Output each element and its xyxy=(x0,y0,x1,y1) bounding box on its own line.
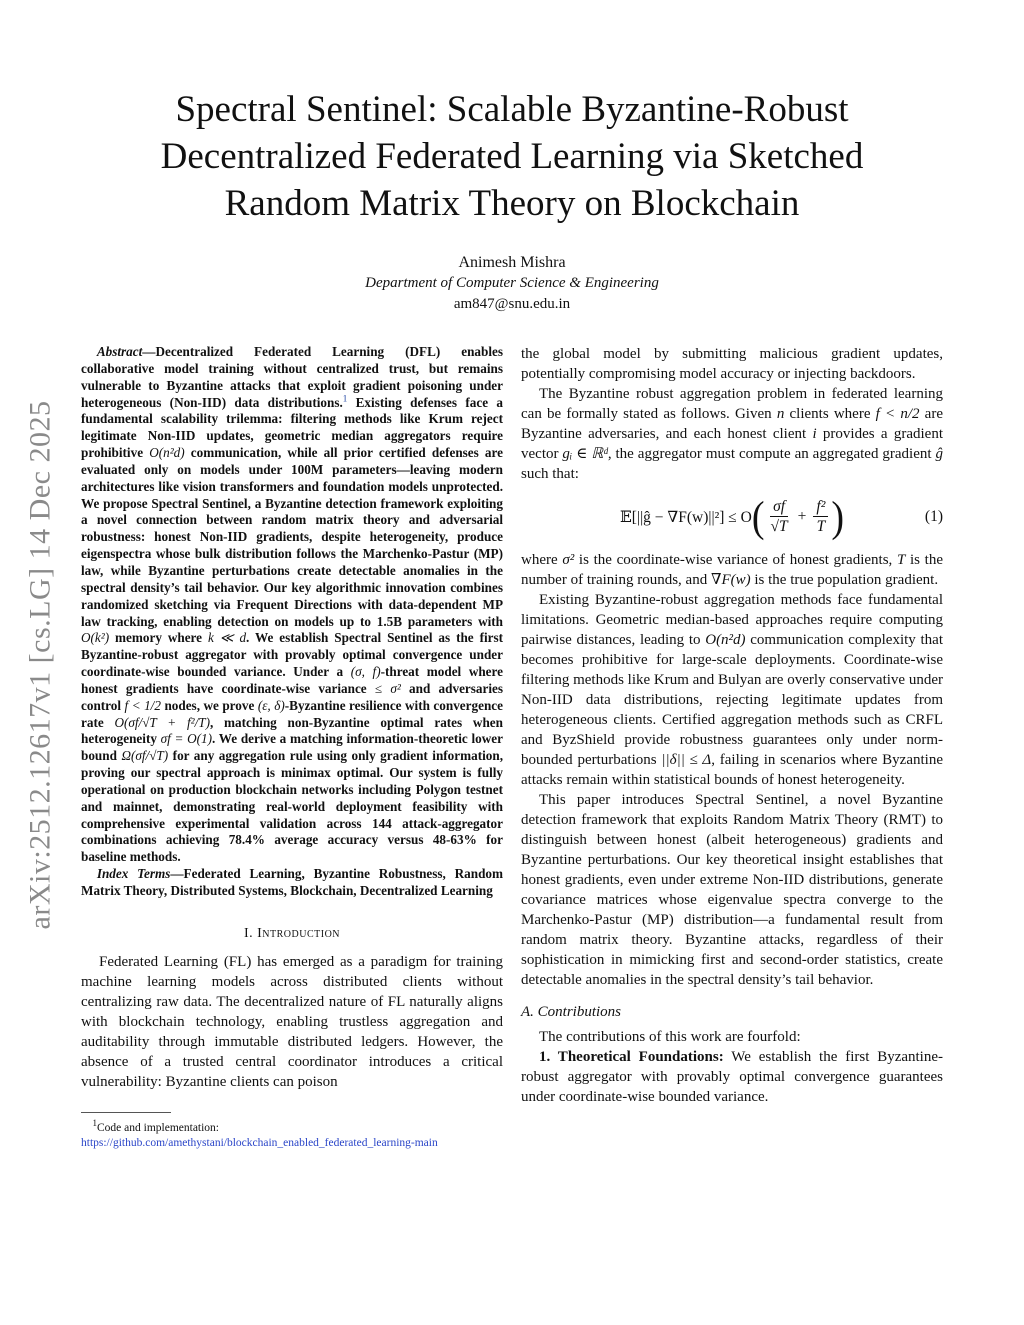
left-column xyxy=(81,344,503,1151)
equation-explanation: where σ² is the coordinate-wise variance of honest gradients, T is the number of training rounds, and ∇F(w) is the true population gradient. xyxy=(521,552,943,588)
arxiv-identifier xyxy=(10,370,70,960)
limitations-paragraph: Existing Byzantine-robust aggregation methods face fundamental limitations. Geometric median-based approaches require computing pairwise distances, leading to O(n²d) communication complexity that becomes prohibitive for large-scale deployments. Coordinate-wise filtering methods like Krum and Bulyan are overly conservative under Non-IID data distributions, rejecting legitimate updates from heterogeneous clients. Certified aggregation methods such as CRFL and ByzShield provide robustness guarantees only under norm-bounded perturbations ||δ|| ≤ Δ, failing in scenarios where Byzantine attacks remain within statistical bounds of honest heterogeneity. xyxy=(521,592,943,788)
footnote-ref[interactable]: 1 xyxy=(342,393,348,404)
author-name: Animesh Mishra xyxy=(458,254,566,271)
abstract-label: Abstract xyxy=(96,344,143,359)
fraction-sigma-f: $\frac{\sigma f}{√T}$ xyxy=(770,497,788,535)
index-terms: Index Terms—Federated Learning, Byzantine Robustness, Random Matrix Theory, Distributed Systems, Blockchain, Decentralized Learning xyxy=(81,866,504,898)
contributions-intro: The contributions of this work are fourfold: xyxy=(539,1029,801,1045)
abstract: Abstract—Decentralized Federated Learning (DFL) enables collaborative model training without centralized trust, but remains vulnerable to Byzantine attacks that exploit gradient poisoning under heterogeneous (Non-IID) data distributions.$^1$ Existing defenses face a fundamental scalability trilemma: filtering methods like Krum reject legitimate Non-IID updates, geometric median aggregators require prohibitive O(n²d) communication, while all prior certified defenses are evaluated only on models under 100M parameters—leaving modern architectures like vision transformers and foundation models unprotected. We propose Spectral Sentinel, a Byzantine detection framework exploiting a novel connection between random matrix theory and adversarial robustness: honest Non-IID gradients, despite heterogeneity, produce eigenspectra whose bulk distribution follows the Marchenko-Pastur (MP) law, while Byzantine perturbations create detectable anomalies in the spectral density’s tail behavior. Our key algorithmic innovation combines randomized sketching via Frequent Directions with data-dependent MP law tracking, enabling detection on models up to 1.5B parameters with O(k²) memory where k ≪ d. We establish Spectral Sentinel as the first Byzantine-robust aggregator with provably optimal convergence under coordinate-wise bounded variance. Under a (σ, f)-threat model where honest gradients have coordinate-wise variance ≤ σ² and adversaries control f < 1/2 nodes, we prove (ε, δ)-Byzantine resilience with convergence rate O(σf/√T + f²/T), matching non-Byzantine optimal rates when heterogeneity σf = O(1). We derive a matching information-theoretic lower bound Ω(σf/√T) for any aggregation rule using only gradient information, proving our spectral approach is minimax optimal. Our system is fully operational on production blockchain networks including Polygon testnet and mainnet, demonstrating real-world deployment feasibility with comprehensive experimental validation across 144 attack-aggregator combinations achieving 78.4% average accuracy versus 48-63% for baseline methods. xyxy=(81,344,504,865)
problem-statement-paragraph: The Byzantine robust aggregation problem in federated learning can be formally stated as follows. Given n clients where f < n/2 are Byzantine adversaries, and each honest client i provides a gradient vector gᵢ ∈ ℝᵈ, the aggregator must compute an aggregated gradient ĝ such that: xyxy=(521,386,943,482)
paragraph-continued: the global model by submitting malicious gradient updates, potentially compromising model accuracy or injecting backdoors. xyxy=(521,346,943,382)
fraction-f-squared: $\frac{\text{f²}}{T}$ xyxy=(813,498,828,537)
author-affiliation: Department of Computer Science & Engineering xyxy=(365,275,659,291)
author-email: am847@snu.edu.in xyxy=(453,296,571,312)
author-block xyxy=(200,252,824,315)
equation-lhs: 𝔼[||ĝ − ∇F(w)||²] ≤ O xyxy=(619,508,752,526)
index-terms-label: Index Terms xyxy=(96,866,171,882)
subsection-heading-contributions: A. Contributions xyxy=(521,1004,622,1020)
contribution-1: 1. Theoretical Foundations: We establish the first Byzantine-robust aggregator with provably optimal convergence guarantees under coordinate-wise bounded variance. xyxy=(521,1049,944,1105)
equation-1: 𝔼[||ĝ − ∇F(w)||²] ≤ O ( $\frac{\sigma f}{√T}$ + $\frac{\text{f²}}{T}$ ) (1) xyxy=(619,492,943,542)
paper-title: Spectral Sentinel: Scalable Byzantine-Robust Decentralized Federated Learning via Sketched Random Matrix Theory on Blockchain xyxy=(160,89,864,224)
left-paren: ( xyxy=(751,492,765,542)
code-repository-link[interactable]: https://github.com/amethystani/blockchain_enabled_federated_learning-main xyxy=(81,1136,438,1149)
arxiv-identifier-text: arXiv:2512.12617v1 [cs.LG] 14 Dec 2025 xyxy=(23,400,56,930)
footnote: $^1$Code and implementation: https://github.com/amethystani/blockchain_enabled_federated_learning-main xyxy=(81,1118,438,1149)
section-heading-introduction: I. Introduction xyxy=(243,925,341,941)
intro-paragraph: Federated Learning (FL) has emerged as a paradigm for training machine learning models across distributed clients without centralizing raw data. The decentralized nature of FL naturally aligns with blockchain technology, enabling trustless aggregation and auditability through immutable distributed ledgers. However, the absence of a trusted central coordinator introduces a critical vulnerability: Byzantine clients can poison xyxy=(81,953,503,1090)
right-paren: ) xyxy=(831,492,845,542)
footnote-divider xyxy=(81,1112,171,1113)
equation-number: (1) xyxy=(924,508,943,525)
spectral-sentinel-paragraph: This paper introduces Spectral Sentinel, a novel Byzantine detection framework that exploits Random Matrix Theory (RMT) to distinguish between honest (albeit heterogeneous) gradients and Byzantine perturbations. Our key theoretical insight establishes that honest gradients, even under extreme Non-IID distributions, generate covariance matrices whose eigenvalue spectra converge to the Marchenko-Pastur (MP) distribution—a fundamental result from random matrix theory. Byzantine attacks, regardless of their sophistication in mimicking first and second-order statistics, create detectable anomalies in the spectral density’s tail behavior. xyxy=(521,792,943,988)
right-column xyxy=(521,344,943,1107)
